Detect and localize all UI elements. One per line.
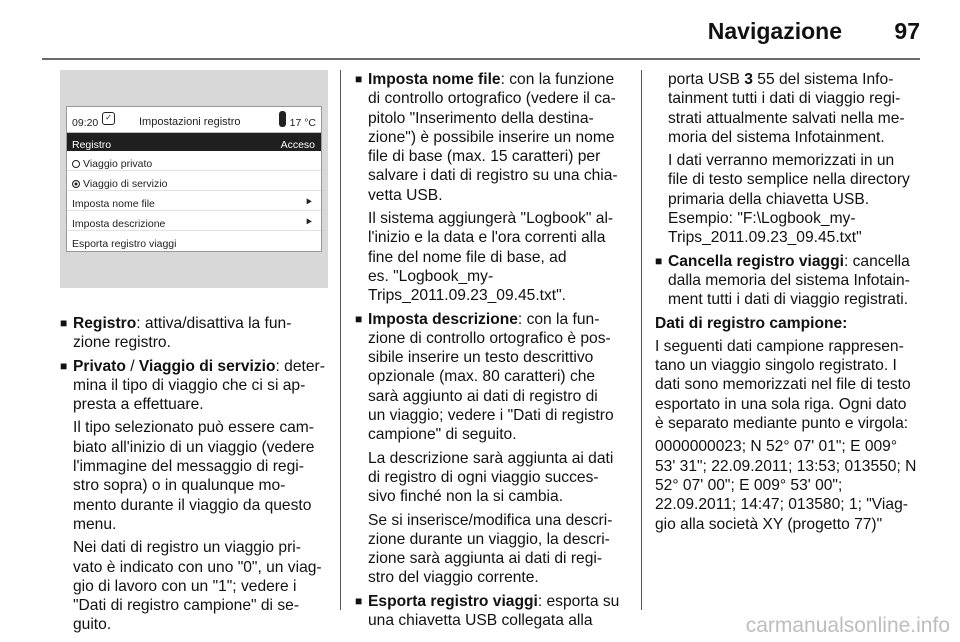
- screen-row-registro: [67, 133, 321, 151]
- page-ref-icon: 3: [744, 71, 753, 88]
- column-3: [655, 70, 925, 538]
- screen-row-private: [67, 151, 321, 171]
- bullet-trip-type: [60, 357, 328, 415]
- term: Viaggio di servizio: [138, 357, 276, 375]
- screen-row-filename: [67, 191, 321, 211]
- radio-off-icon: [72, 160, 80, 168]
- term: Imposta nome file: [368, 71, 501, 88]
- paragraph: I seguenti dati campione rappresen- tano un viaggio singolo registrato. I dati sono memorizzati nel file di testo esportato in una sola riga. Ogni dato è separato mediante punto e virgola:: [655, 337, 911, 433]
- page-header: [0, 0, 960, 58]
- screen-row-description: [67, 211, 321, 231]
- logbook-settings-screen: [66, 106, 322, 252]
- term: Cancella registro viaggi: [668, 252, 844, 270]
- column-divider: [641, 70, 642, 610]
- paragraph: I dati verranno memorizzati in un file di testo semplice nella directory primaria della chiavetta USB. Esempio: "F:\Logbook_my- Trips_2011.09.23_09.45.txt": [668, 152, 910, 247]
- page-number: 97: [894, 18, 920, 44]
- paragraph: La descrizione sarà aggiunta ai dati di registro di ogni viaggio succes- sivo finché non la si cambia.: [368, 449, 614, 506]
- section-heading: Dati di registro campione:: [655, 314, 848, 332]
- screen-row-label: Imposta descrizione: [72, 218, 166, 230]
- bullet-export: [355, 592, 629, 631]
- screen-row-export: [67, 231, 321, 251]
- screen-row-label: Viaggio privato: [83, 158, 153, 170]
- bullet-text: : con la funzione di controllo ortografico (vedere il ca- pitolo "Inserimento della destina- zione") è possibile inserire un nome file di base (max. 15 caratteri) per salvare i dati di registro su una chia- vetta USB.: [368, 71, 618, 204]
- bullet-text: : attiva/disattiva la fun- zione registro.: [73, 315, 292, 352]
- column-2: [355, 70, 629, 634]
- screen-row-business: [67, 171, 321, 191]
- header-rule: [42, 58, 920, 60]
- screen-row-label: Registro: [72, 139, 112, 151]
- bullet-text: : esporta su una chiavetta USB collegata alla: [368, 592, 620, 630]
- paragraph: Nei dati di registro un viaggio pri- vato è indicato con uno "0", un viag- gio di lavoro con un "1"; vedere i "Dati di registro campione" di se- guito.: [73, 539, 322, 634]
- term: Esporta registro viaggi: [368, 592, 538, 610]
- text: porta USB: [668, 71, 745, 88]
- screen-row-label: Esporta registro viaggi: [72, 238, 177, 250]
- screen-row-value: Acceso: [280, 139, 315, 151]
- column-1: [60, 70, 328, 639]
- screen-time: 09:20: [72, 117, 99, 129]
- screen-temperature: 17 °C: [289, 117, 316, 129]
- watermark: carmanualsonline.info: [745, 614, 950, 637]
- bullet-text: : con la fun- zione di controllo ortografico è pos- sibile inserire un testo descrittivo opzionale (max. 80 caratteri) che sarà aggiunto ai dati di registro di un viaggio; vedere i "Dati di registro campione" di seguito.: [368, 310, 614, 444]
- arrow-right-icon: ⯈: [304, 197, 313, 209]
- radio-on-icon: [72, 180, 80, 188]
- text: 55 del sistema Info- tainment tutti i dati di viaggio regi- strati attualmente salvati nella me- moria del sistema Infotainment.: [668, 71, 905, 146]
- bullet-filename: [355, 70, 629, 205]
- thermometer-icon: [279, 111, 286, 127]
- bullet-registro: [60, 314, 328, 353]
- bullet-text: : deter- mina il tipo di viaggio che ci si ap- presta a effettuare.: [73, 357, 325, 414]
- separator: /: [125, 357, 139, 375]
- paragraph: Il tipo selezionato può essere cam- biato all'inizio di un viaggio (vedere l'immagine del messaggio di regi- stro sopra) o in qualunque mo- mento durante il viaggio da questo menu.: [73, 419, 315, 533]
- column-divider: [340, 70, 341, 610]
- term: Privato: [73, 357, 126, 375]
- section-title: Navigazione: [707, 18, 842, 44]
- screen-row-label: Imposta nome file: [72, 198, 155, 210]
- term: Registro: [73, 315, 137, 332]
- bullet-delete: [655, 252, 925, 310]
- bullet-description: [355, 310, 629, 445]
- sample-data: 0000000023; N 52° 07' 01"; E 009° 53' 31"; 22.09.2011; 13:53; 013550; N 52° 07' 00"; E 009° 53' 00"; 22.09.2011; 14:47; 013580; 1; "Viag- gio alla società XY (progetto 77)": [655, 438, 917, 533]
- screen-status-bar: [67, 107, 321, 133]
- arrow-right-icon: ⯈: [304, 217, 313, 229]
- screen-illustration: [60, 70, 328, 288]
- term: Imposta descrizione: [368, 310, 518, 328]
- paragraph: Se si inserisce/modifica una descri- zione durante un viaggio, la descri- zione sarà aggiunta ai dati di regi- stro del viaggio corrente.: [368, 511, 613, 587]
- screen-title: Impostazioni registro: [139, 116, 241, 128]
- bullet-text: : cancella dalla memoria del sistema Infotain- ment tutti i dati di viaggio registrati.: [668, 252, 910, 309]
- paragraph: Il sistema aggiungerà "Logbook" al- l'inizio e la data e l'ora correnti alla fine del nome file di base, ad es. "Logbook_my- Trips_2011.09.23_09.45.txt".: [368, 210, 614, 305]
- screen-row-label: Viaggio di servizio: [83, 178, 168, 190]
- logbook-icon: ✓: [102, 112, 115, 125]
- paragraph: [655, 70, 925, 147]
